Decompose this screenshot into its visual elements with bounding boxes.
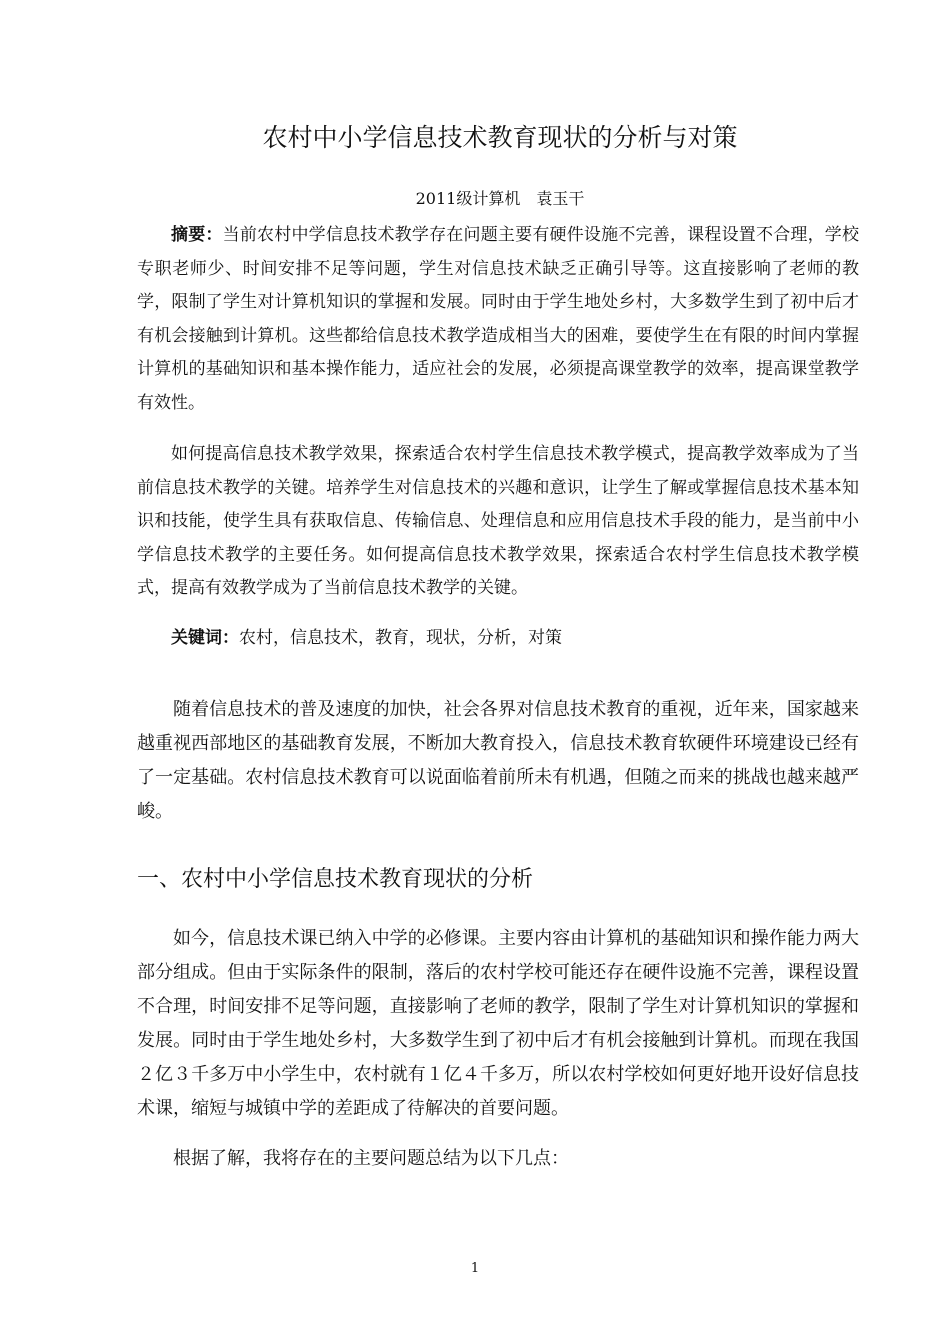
section-1-paragraph-1: 如今，信息技术课已纳入中学的必修课。主要内容由计算机的基础知识和操作能力两大部分组成。但由于实际条件的限制，落后的农村学校可能还存在硬件设施不完善，课程设置不合理，时间安排不足等问题，直接影响了老师的教学，限制了学生对计算机知识的掌握和发展。同时由于学生地处乡村，大多数学生到了初中后才有机会接触到计算机。而现在我国２亿３千多万中小学生中，农村就有１亿４千多万，所以农村学校如何更好地开设好信息技术课，缩短与城镇中学的差距成了待解决的首要问题。 bbox=[137, 928, 859, 1119]
abstract-text-1: 当前农村中学信息技术教学存在问题主要有硬件设施不完善，课程设置不合理，学校专职老师少、时间安排不足等问题，学生对信息技术缺乏正确引导等。这直接影响了老师的教学，限制了学生对计算机知识的掌握和发展。同时由于学生地处乡村，大多数学生到了初中后才有机会接触到计算机。这些都给信息技术教学造成相当大的困难，要使学生在有限的时间内掌握计算机的基础知识和基本操作能力，适应社会的发展，必须提高课堂教学的效率，提高课堂教学有效性。 bbox=[137, 225, 860, 413]
keywords-text: 农村，信息技术，教育，现状，分析，对策 bbox=[239, 628, 562, 648]
section-1-heading: 一、农村中小学信息技术教育现状的分析 bbox=[137, 867, 534, 892]
abstract-paragraph-1 bbox=[137, 219, 859, 420]
section-1-paragraph-2: 根据了解，我将存在的主要问题总结为以下几点： bbox=[173, 1148, 569, 1169]
author-line: 2011级计算机 袁玉干 bbox=[415, 189, 585, 208]
abstract-paragraph-2: 如何提高信息技术教学效果，探索适合农村学生信息技术教学模式，提高教学效率成为了当前信息技术教学的关键。培养学生对信息技术的兴趣和意识，让学生了解或掌握信息技术基本知识和技能，使学生具有获取信息、传输信息、处理信息和应用信息技术手段的能力，是当前中小学信息技术教学的主要任务。如何提高信息技术教学效果，探索适合农村学生信息技术教学模式，提高有效教学成为了当前信息技术教学的关键。 bbox=[137, 444, 859, 598]
keywords-line bbox=[137, 622, 859, 656]
keywords-label: 关键词： bbox=[171, 628, 239, 648]
abstract-label: 摘要： bbox=[171, 225, 223, 245]
intro-paragraph: 随着信息技术的普及速度的加快，社会各界对信息技术教育的重视，近年来，国家越来越重视西部地区的基础教育发展，不断加大教育投入，信息技术教育软硬件环境建设已经有了一定基础。农村信息技术教育可以说面临着前所未有机遇，但随之而来的挑战也越来越严峻。 bbox=[137, 699, 859, 822]
page-number: 1 bbox=[470, 1261, 480, 1276]
paper-title: 农村中小学信息技术教育现状的分析与对策 bbox=[262, 123, 738, 152]
